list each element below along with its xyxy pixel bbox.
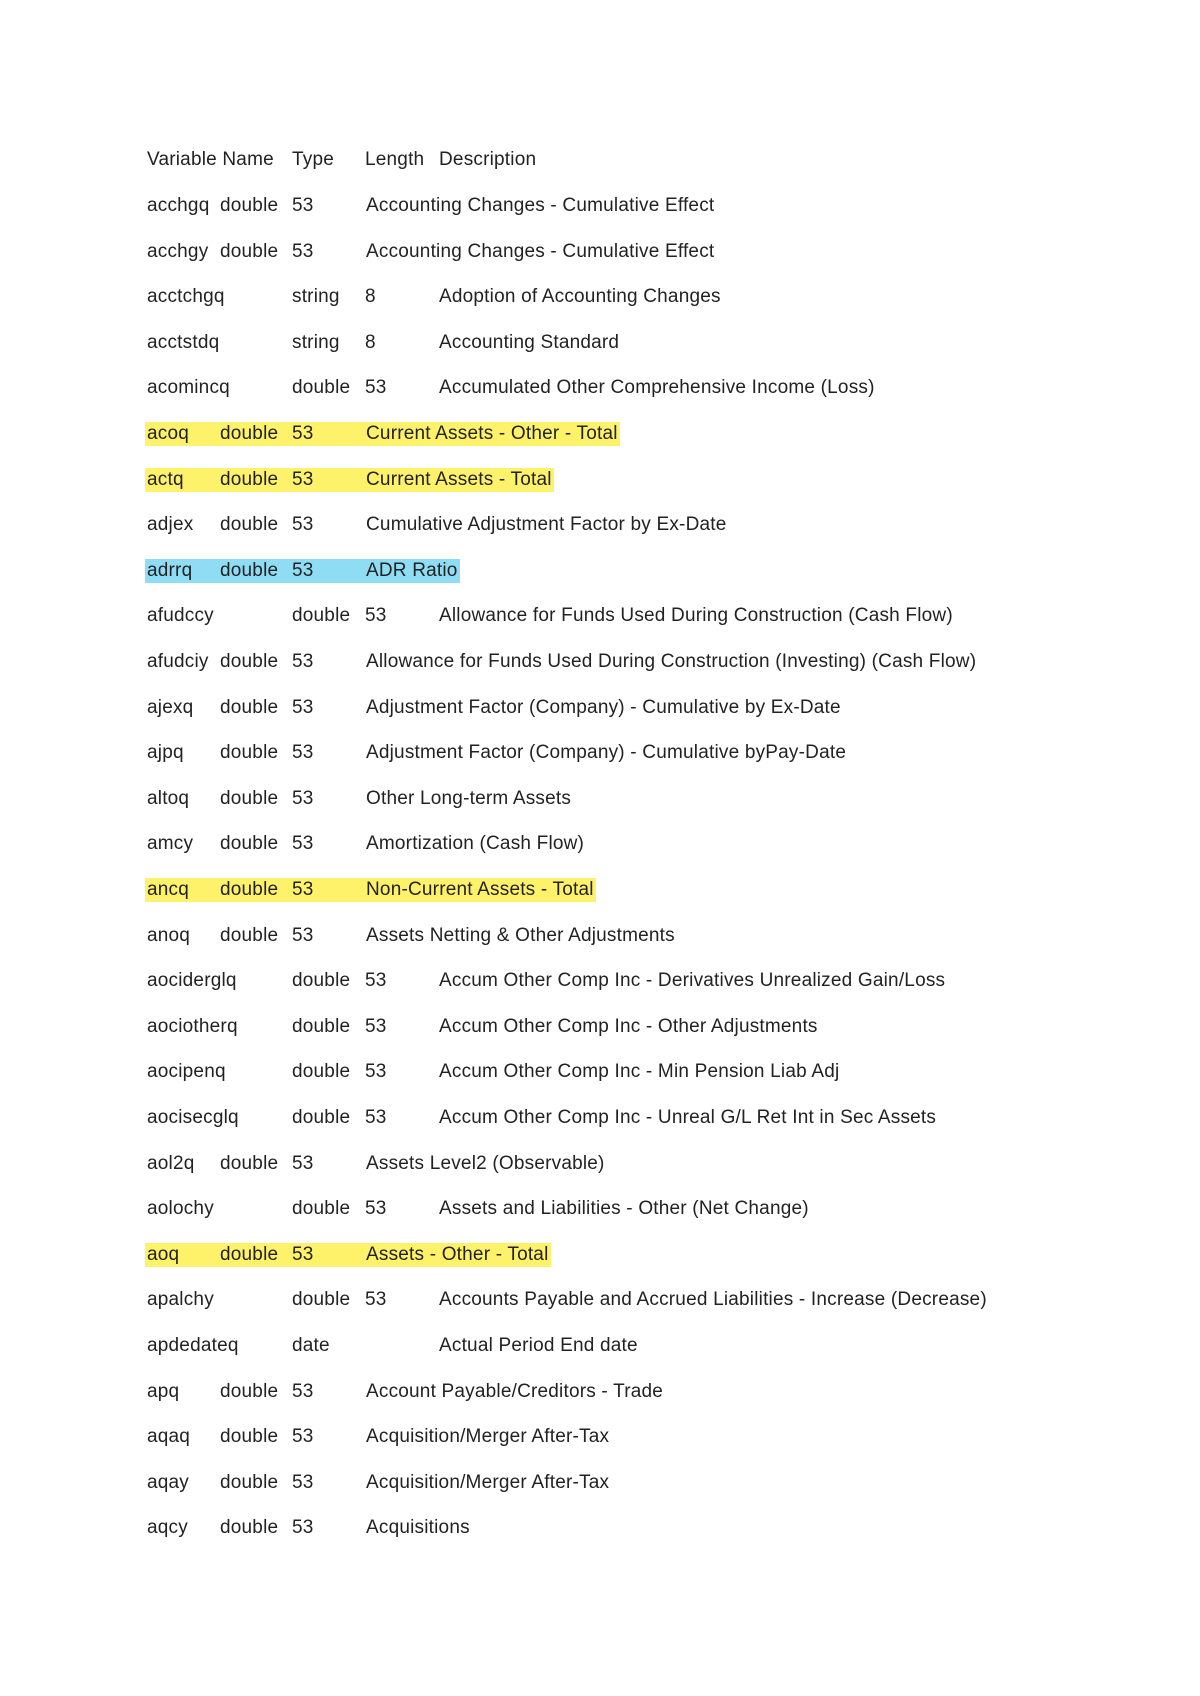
description-cell: Amortization (Cash Flow) [366, 833, 585, 855]
variable-name-cell: acctchgq [147, 286, 225, 308]
length-cell: 53 [292, 1152, 314, 1174]
table-row [0, 601, 1200, 631]
type-cell: double [220, 1243, 279, 1265]
length-cell: 53 [292, 1517, 314, 1539]
variable-name-cell: ajpq [147, 742, 184, 764]
type-cell: double [220, 240, 279, 262]
variable-name-cell: acchgy [147, 240, 209, 262]
description-cell: Adoption of Accounting Changes [439, 286, 721, 308]
type-cell: double [292, 1107, 351, 1128]
description-cell: Assets and Liabilities - Other (Net Change) [439, 1198, 809, 1220]
length-cell: 53 [292, 514, 314, 536]
table-row [0, 419, 1200, 449]
header-variable-name: Variable Name [147, 149, 274, 170]
table-row [0, 1240, 1200, 1270]
type-cell: double [292, 970, 351, 992]
description-cell: Non-Current Assets - Total [366, 879, 594, 900]
variable-name-cell: aocisecglq [147, 1107, 239, 1128]
type-cell: double [220, 468, 279, 490]
table-row [0, 465, 1200, 495]
length-cell: 53 [292, 879, 314, 900]
length-cell: 53 [365, 1061, 387, 1083]
variable-name-cell: aociotherq [147, 1015, 238, 1037]
table-row [0, 1377, 1200, 1407]
table-row [0, 921, 1200, 951]
description-cell: Other Long-term Assets [366, 787, 572, 809]
description-cell: Allowance for Funds Used During Construction (Cash Flow) [439, 605, 953, 627]
type-cell: double [292, 377, 351, 399]
variable-name-cell: acchgq [147, 195, 210, 216]
table-row [0, 510, 1200, 540]
variable-name-cell: actq [147, 468, 184, 490]
type-cell: double [220, 1517, 279, 1539]
length-cell: 53 [292, 195, 314, 216]
description-cell: Actual Period End date [439, 1335, 638, 1356]
table-row [0, 1057, 1200, 1087]
table-row [0, 1149, 1200, 1179]
length-cell: 53 [292, 1380, 314, 1402]
description-cell: Assets Level2 (Observable) [366, 1152, 605, 1174]
variable-name-cell: afudccy [147, 605, 214, 627]
description-cell: Current Assets - Total [366, 468, 552, 490]
length-cell: 53 [365, 1198, 387, 1220]
table-row [0, 1103, 1200, 1133]
variable-name-cell: apdedateq [147, 1335, 239, 1356]
variable-name-cell: adrrq [147, 559, 193, 581]
variable-name-cell: aocipenq [147, 1061, 226, 1083]
table-row [0, 647, 1200, 677]
type-cell: double [292, 1198, 351, 1220]
table-row [0, 784, 1200, 814]
length-cell: 53 [292, 833, 314, 855]
table-row [0, 191, 1200, 221]
table-row [0, 1468, 1200, 1498]
length-cell: 53 [292, 787, 314, 809]
variable-name-cell: amcy [147, 833, 194, 855]
type-cell: double [220, 1380, 279, 1402]
table-row [0, 328, 1200, 358]
table-row [0, 373, 1200, 403]
description-cell: Accounting Changes - Cumulative Effect [366, 240, 715, 262]
description-cell: Assets Netting & Other Adjustments [366, 924, 675, 946]
length-cell: 53 [292, 924, 314, 946]
description-cell: Account Payable/Creditors - Trade [366, 1380, 664, 1402]
header-length: Length [365, 149, 425, 170]
variable-name-cell: aqaq [147, 1426, 191, 1448]
description-cell: Adjustment Factor (Company) - Cumulative byPay-Date [366, 742, 847, 764]
length-cell: 53 [365, 1289, 387, 1311]
type-cell: double [220, 514, 279, 536]
type-cell: double [220, 742, 279, 764]
description-cell: Acquisition/Merger After-Tax [366, 1471, 610, 1493]
variable-name-cell: aol2q [147, 1152, 195, 1174]
type-cell: double [220, 559, 279, 581]
description-cell: Accum Other Comp Inc - Other Adjustments [439, 1015, 818, 1037]
description-cell: Accum Other Comp Inc - Min Pension Liab Adj [439, 1061, 840, 1083]
table-row [0, 1012, 1200, 1042]
variable-name-cell: acomincq [147, 377, 230, 399]
table-row [0, 693, 1200, 723]
length-cell: 53 [292, 468, 314, 490]
type-cell: double [292, 1061, 351, 1083]
length-cell: 53 [292, 423, 314, 444]
table-row [0, 966, 1200, 996]
length-cell: 8 [365, 286, 376, 308]
type-cell: double [220, 1471, 279, 1493]
table-row [0, 875, 1200, 905]
variable-name-cell: ajexq [147, 696, 194, 718]
variable-name-cell: adjex [147, 514, 194, 536]
variable-name-cell: altoq [147, 787, 190, 809]
description-cell: Accounts Payable and Accrued Liabilities - Increase (Decrease) [439, 1289, 987, 1311]
header-type: Type [292, 149, 334, 170]
type-cell: double [220, 651, 279, 672]
variable-name-cell: acctstdq [147, 331, 220, 353]
type-cell: double [220, 195, 279, 216]
table-row [0, 556, 1200, 586]
variable-name-cell: aociderglq [147, 970, 237, 992]
description-cell: ADR Ratio [366, 559, 458, 581]
length-cell: 53 [292, 240, 314, 262]
variable-name-cell: anoq [147, 924, 191, 946]
type-cell: double [220, 696, 279, 718]
type-cell: string [292, 331, 340, 353]
variable-name-cell: aoq [147, 1243, 180, 1265]
table-row [0, 282, 1200, 312]
type-cell: double [292, 605, 351, 627]
table-row [0, 738, 1200, 768]
length-cell: 53 [292, 1243, 314, 1265]
type-cell: double [292, 1015, 351, 1037]
table-row [0, 829, 1200, 859]
length-cell: 53 [292, 696, 314, 718]
variable-name-cell: aqcy [147, 1517, 188, 1539]
length-cell: 53 [365, 970, 387, 992]
length-cell: 53 [292, 1471, 314, 1493]
type-cell: string [292, 286, 340, 308]
variable-name-cell: aqay [147, 1471, 190, 1493]
type-cell: double [220, 879, 279, 900]
length-cell: 53 [365, 377, 387, 399]
description-cell: Accounting Standard [439, 331, 620, 353]
description-cell: Cumulative Adjustment Factor by Ex-Date [366, 514, 727, 536]
description-cell: Accounting Changes - Cumulative Effect [366, 195, 715, 216]
length-cell: 53 [292, 651, 314, 672]
description-cell: Acquisition/Merger After-Tax [366, 1426, 610, 1448]
type-cell: double [220, 924, 279, 946]
type-cell: double [220, 833, 279, 855]
variable-name-cell: acoq [147, 423, 190, 444]
length-cell: 53 [365, 1015, 387, 1037]
variable-name-cell: aolochy [147, 1198, 214, 1220]
header-row [0, 145, 1200, 175]
table-row [0, 237, 1200, 267]
table-row [0, 1513, 1200, 1543]
length-cell: 53 [365, 1107, 387, 1128]
table-row [0, 1285, 1200, 1315]
description-cell: Adjustment Factor (Company) - Cumulative by Ex-Date [366, 696, 841, 718]
header-description: Description [439, 149, 537, 170]
length-cell: 53 [292, 559, 314, 581]
type-cell: date [292, 1335, 330, 1356]
length-cell: 53 [365, 605, 387, 627]
type-cell: double [220, 787, 279, 809]
description-cell: Accumulated Other Comprehensive Income (Loss) [439, 377, 875, 399]
table-row [0, 1331, 1200, 1361]
length-cell: 53 [292, 742, 314, 764]
description-cell: Assets - Other - Total [366, 1243, 549, 1265]
length-cell: 53 [292, 1426, 314, 1448]
description-cell: Allowance for Funds Used During Construction (Investing) (Cash Flow) [366, 651, 977, 672]
type-cell: double [220, 1426, 279, 1448]
description-cell: Current Assets - Other - Total [366, 423, 618, 444]
variable-name-cell: ancq [147, 879, 190, 900]
type-cell: double [220, 1152, 279, 1174]
table-row [0, 1194, 1200, 1224]
variable-name-cell: apalchy [147, 1289, 214, 1311]
description-cell: Acquisitions [366, 1517, 470, 1539]
type-cell: double [292, 1289, 351, 1311]
variable-name-cell: apq [147, 1380, 180, 1402]
table-row [0, 1422, 1200, 1452]
description-cell: Accum Other Comp Inc - Unreal G/L Ret Int in Sec Assets [439, 1107, 937, 1128]
length-cell: 8 [365, 331, 376, 353]
description-cell: Accum Other Comp Inc - Derivatives Unrealized Gain/Loss [439, 970, 946, 992]
type-cell: double [220, 423, 279, 444]
variable-name-cell: afudciy [147, 651, 209, 672]
